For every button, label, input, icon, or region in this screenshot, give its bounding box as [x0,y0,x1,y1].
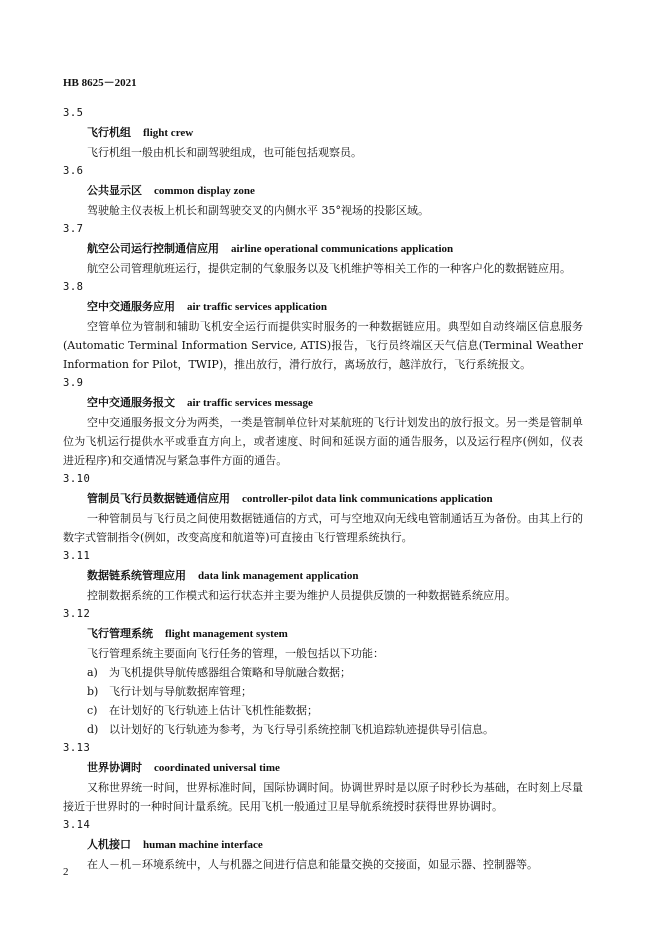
clause-number: 3.11 [63,550,91,562]
term-heading [63,758,583,778]
term-definition: 驾驶舱主仪表板上机长和副驾驶交叉的内侧水平 35°视场的投影区域。 [87,204,429,217]
clause-number: 3.10 [63,473,91,485]
term-heading [63,181,583,201]
list-item [63,701,583,720]
list-marker: c) [87,704,98,717]
term-definition: 空中交通服务报文分为两类，一类是管制单位针对某航班的飞行计划发出的放行报文。另一类是管制单位为飞机运行提供水平或垂直方向上，或者速度、时间和延误方面的通告服务，以及运行程序(例如，仪表进近程序)和交通情况与紧急事件方面的通告。 [63,416,583,467]
list-item-text: 以计划好的飞行轨迹为参考，为飞行导引系统控制飞机追踪轨迹提供导引信息。 [109,723,494,736]
term-english: air traffic services message [187,397,313,409]
term-chinese: 飞行机组 [87,126,131,139]
term-heading [63,393,583,413]
term-chinese: 空中交通服务报文 [87,396,175,409]
term-definition: 航空公司管理航班运行，提供定制的气象服务以及飞机维护等相关工作的一种客户化的数据链应用。 [87,262,571,275]
term-chinese: 空中交通服务应用 [87,300,175,313]
term-english: common display zone [154,185,255,197]
term-definition: 飞行管理系统主要面向飞行任务的管理，一般包括以下功能： [87,647,384,660]
clause-number: 3.5 [63,107,84,119]
term-chinese: 公共显示区 [87,184,142,197]
term-chinese: 飞行管理系统 [87,627,153,640]
term-definition: 在人－机－环境系统中，人与机器之间进行信息和能量交换的交接面，如显示器、控制器等。 [87,858,538,871]
term-heading [63,624,583,644]
term-definition: 控制数据系统的工作模式和运行状态并主要为维护人员提供反馈的一种数据链系统应用。 [87,589,516,602]
term-definition: 一种管制员与飞行员之间使用数据链通信的方式，可与空地双向无线电管制通话互为备份。由其上行的数字式管制指令(例如，改变高度和航道等)可直接由飞行管理系统执行。 [63,512,583,544]
page-number: 2 [63,866,69,878]
list-marker: b) [87,685,99,698]
list-item [63,720,583,739]
term-heading [63,835,583,855]
term-english: coordinated universal time [154,762,280,774]
term-heading [63,297,583,317]
list-marker: d) [87,723,99,736]
term-heading [63,239,583,259]
clause-number: 3.13 [63,742,91,754]
term-english: flight crew [143,127,194,139]
term-definition: 飞行机组一般由机长和副驾驶组成，也可能包括观察员。 [87,146,362,159]
standard-code-header [63,74,137,90]
term-english: data link management application [198,570,359,582]
term-heading [63,566,583,586]
clause-number: 3.7 [63,223,84,235]
term-definition: 又称世界统一时间，世界标准时间，国际协调时间。协调世界时是以原子时秒长为基础，在时刻上尽量接近于世界时的一种时间计量系统。民用飞机一般通过卫星导航系统授时获得世界协调时。 [63,781,583,813]
clause-number: 3.12 [63,608,91,620]
clause-number: 3.6 [63,165,84,177]
list-item [63,682,583,701]
term-heading [63,489,583,509]
term-english: controller-pilot data link communications application [242,493,493,505]
term-chinese: 数据链系统管理应用 [87,569,186,582]
list-item-text: 飞行计划与导航数据库管理； [109,685,252,698]
term-chinese: 人机接口 [87,838,131,851]
clause-number: 3.14 [63,819,91,831]
clause-number: 3.8 [63,281,84,293]
clause-number: 3.9 [63,377,84,389]
term-chinese: 航空公司运行控制通信应用 [87,242,219,255]
term-definition: 空管单位为管制和辅助飞机安全运行而提供实时服务的一种数据链应用。典型如自动终端区信息服务(Automatic Terminal Information Service, ATIS)报告，飞行员终端区天气信息(Terminal Weather Information for Pilot，TWIP)，推出放行，滑行放行，离场放行，越洋放行，飞行系统报文。 [63,320,583,371]
term-english: airline operational communications application [231,243,454,255]
terms-content [63,104,583,874]
term-english: flight management system [165,628,288,640]
list-item-text: 为飞机提供导航传感器组合策略和导航融合数据； [109,666,351,679]
term-heading [63,123,583,143]
term-chinese: 管制员飞行员数据链通信应用 [87,492,230,505]
list-marker: a) [87,666,98,679]
term-chinese: 世界协调时 [87,761,142,774]
term-english: air traffic services application [187,301,328,313]
list-item [63,663,583,682]
standard-code: HB 8625－2021 [63,77,137,89]
term-english: human machine interface [143,839,263,851]
list-item-text: 在计划好的飞行轨迹上估计飞机性能数据； [109,704,318,717]
